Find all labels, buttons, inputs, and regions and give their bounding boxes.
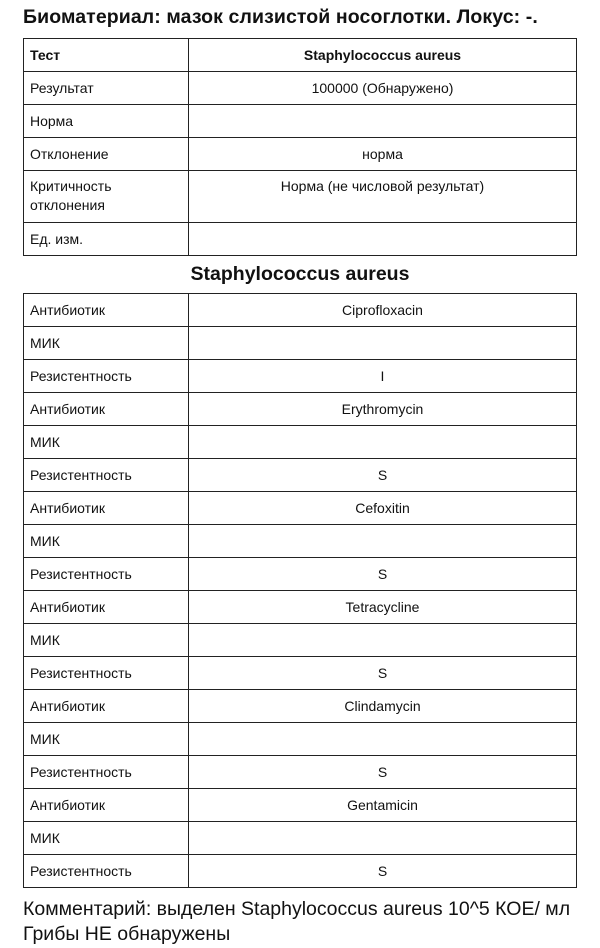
mic-row xyxy=(24,723,577,756)
antibiotic-row xyxy=(24,492,577,525)
mic-value xyxy=(189,426,577,459)
row-label: МИК xyxy=(24,822,189,855)
summary-row-criticality xyxy=(24,171,577,223)
resistance-value: S xyxy=(189,855,577,888)
summary-row-norm xyxy=(24,105,577,138)
comment-text: Комментарий: выделен Staphylococcus aureus 10^5 КОЕ/ мл Грибы НЕ обнаружены xyxy=(23,898,571,945)
summary-row-result xyxy=(24,72,577,105)
row-value: норма xyxy=(189,138,577,171)
row-label: Резистентность xyxy=(24,657,189,690)
mic-value xyxy=(189,822,577,855)
resistance-row xyxy=(24,459,577,492)
row-label: Резистентность xyxy=(24,558,189,591)
mic-value xyxy=(189,525,577,558)
row-label: Критичность отклонения xyxy=(24,171,189,223)
antibiogram-table xyxy=(23,293,577,888)
antibiotic-row xyxy=(24,393,577,426)
row-label: Резистентность xyxy=(24,855,189,888)
summary-table xyxy=(23,38,577,256)
resistance-value: S xyxy=(189,459,577,492)
row-label: МИК xyxy=(24,525,189,558)
row-label: МИК xyxy=(24,624,189,657)
row-label: Резистентность xyxy=(24,360,189,393)
document-title: Биоматериал: мазок слизистой носоглотки. Локус: -. xyxy=(23,6,538,28)
mic-row xyxy=(24,822,577,855)
antibiotic-row xyxy=(24,591,577,624)
row-label: Антибиотик xyxy=(24,393,189,426)
resistance-value: S xyxy=(189,657,577,690)
mic-value xyxy=(189,624,577,657)
resistance-value: S xyxy=(189,756,577,789)
antibiotic-value: Gentamicin xyxy=(189,789,577,822)
row-label: Резистентность xyxy=(24,459,189,492)
antibiotic-value: Tetracycline xyxy=(189,591,577,624)
header-label: Тест xyxy=(24,39,189,72)
resistance-value: I xyxy=(189,360,577,393)
mic-row xyxy=(24,624,577,657)
resistance-row xyxy=(24,558,577,591)
row-label: МИК xyxy=(24,723,189,756)
organism-title: Staphylococcus aureus xyxy=(190,263,410,285)
row-label: Норма xyxy=(24,105,189,138)
row-label: МИК xyxy=(24,426,189,459)
row-label: Результат xyxy=(24,72,189,105)
row-label: МИК xyxy=(24,327,189,360)
row-label: Ед. изм. xyxy=(24,223,189,256)
row-label: Отклонение xyxy=(24,138,189,171)
row-value xyxy=(189,105,577,138)
mic-value xyxy=(189,723,577,756)
resistance-row xyxy=(24,756,577,789)
row-label: Антибиотик xyxy=(24,294,189,327)
header-value: Staphylococcus aureus xyxy=(189,39,577,72)
antibiotic-value: Erythromycin xyxy=(189,393,577,426)
antibiotic-row xyxy=(24,690,577,723)
mic-value xyxy=(189,327,577,360)
row-label: Антибиотик xyxy=(24,591,189,624)
row-value xyxy=(189,223,577,256)
antibiotic-value: Cefoxitin xyxy=(189,492,577,525)
row-value: Норма (не числовой результат) xyxy=(189,171,577,223)
row-value: 100000 (Обнаружено) xyxy=(189,72,577,105)
row-label: Антибиотик xyxy=(24,492,189,525)
antibiotic-row xyxy=(24,294,577,327)
row-label: Резистентность xyxy=(24,756,189,789)
resistance-row xyxy=(24,657,577,690)
summary-table-header xyxy=(24,39,577,72)
mic-row xyxy=(24,426,577,459)
antibiotic-row xyxy=(24,789,577,822)
summary-row-unit xyxy=(24,223,577,256)
mic-row xyxy=(24,327,577,360)
summary-row-deviation xyxy=(24,138,577,171)
resistance-row xyxy=(24,360,577,393)
resistance-value: S xyxy=(189,558,577,591)
antibiotic-value: Ciprofloxacin xyxy=(189,294,577,327)
mic-row xyxy=(24,525,577,558)
row-label: Антибиотик xyxy=(24,690,189,723)
resistance-row xyxy=(24,855,577,888)
row-label: Антибиотик xyxy=(24,789,189,822)
antibiotic-value: Clindamycin xyxy=(189,690,577,723)
